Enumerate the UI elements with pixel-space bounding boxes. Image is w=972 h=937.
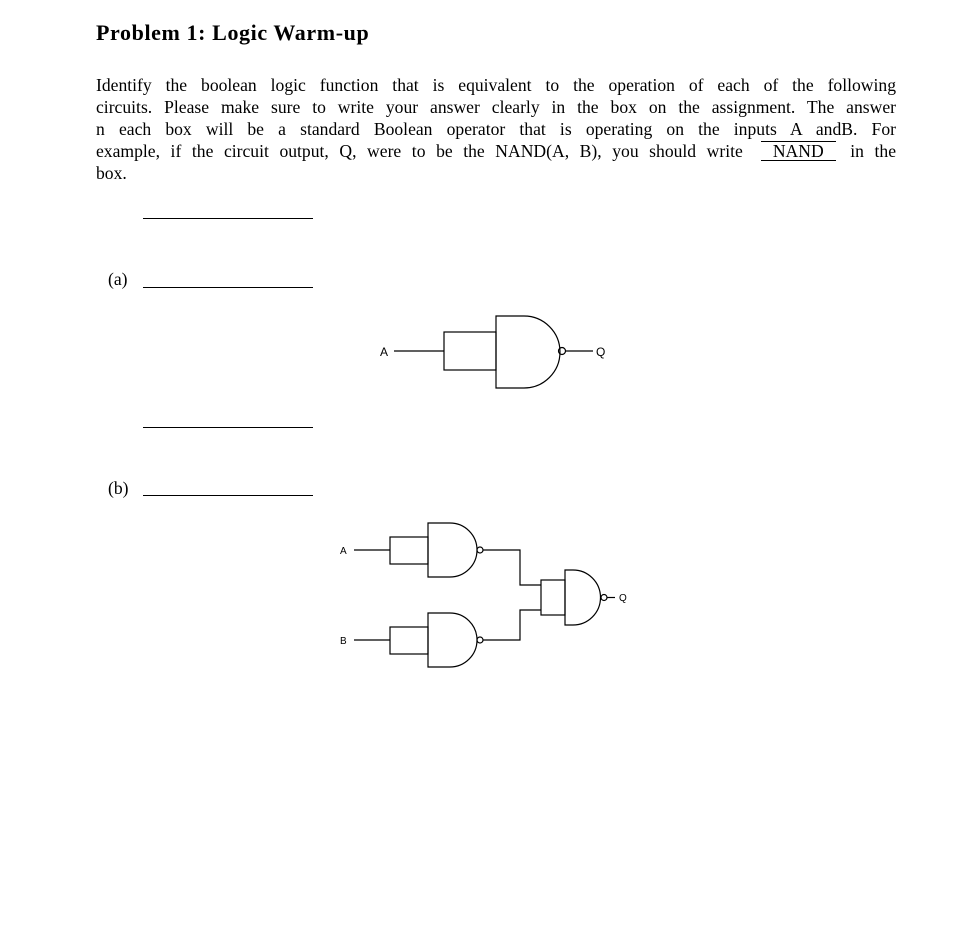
circuit-b-gate-2 (428, 613, 477, 667)
circuit-b-input-a-label: A (340, 546, 347, 557)
instruction-line-4 (96, 140, 896, 162)
instruction-line-4-tail: in the (850, 141, 896, 161)
circuit-b-gate-3-bubble (601, 595, 607, 601)
circuit-b-buffer-a (390, 537, 428, 564)
circuit-b-gate-1-bubble (477, 547, 483, 553)
problem-instructions (96, 74, 896, 184)
instruction-line-1: Identify the boolean logic function that is equivalent to the operation of each of the following (96, 75, 896, 95)
circuit-b-buffer-b (390, 627, 428, 654)
answer-box-a-top-line (143, 218, 313, 219)
problem-title: Problem 1: Logic Warm-up (96, 20, 370, 45)
instruction-line-2: circuits. Please make sure to write your answer clearly in the box on the assignment. The answer (96, 97, 896, 117)
instruction-line-5: box. (96, 163, 127, 183)
circuit-a-buffer-box (444, 332, 496, 370)
circuit-b-output-label: Q (619, 593, 627, 604)
instruction-line-3: n each box will be a standard Boolean operator that is operating on the inputs A andB. For (96, 119, 896, 139)
circuit-a-output-label: Q (596, 345, 606, 359)
circuit-b-gate-1 (428, 523, 477, 577)
circuit-b-gate-2-output-wire (483, 610, 541, 640)
circuit-b-gate-1-output-wire (483, 550, 541, 585)
circuit-a-input-label: A (380, 345, 389, 359)
circuit-a (370, 310, 620, 400)
circuit-b-gate-2-bubble (477, 637, 483, 643)
answer-box-b-top-line (143, 427, 313, 428)
answer-box-b[interactable] (143, 495, 313, 496)
instruction-line-4-text: example, if the circuit output, Q, were to be the NAND(A, B), you should write (96, 141, 743, 161)
circuit-b-buffer-out (541, 580, 565, 615)
circuit-b-input-b-label: B (340, 636, 347, 647)
circuit-b (330, 515, 640, 675)
part-b-label: (b) (108, 478, 129, 498)
part-a-label: (a) (108, 269, 128, 289)
circuit-b-gate-3 (565, 570, 600, 625)
circuit-a-and-gate (496, 316, 560, 388)
example-answer-box: NAND (761, 141, 836, 161)
answer-box-a[interactable] (143, 287, 313, 288)
